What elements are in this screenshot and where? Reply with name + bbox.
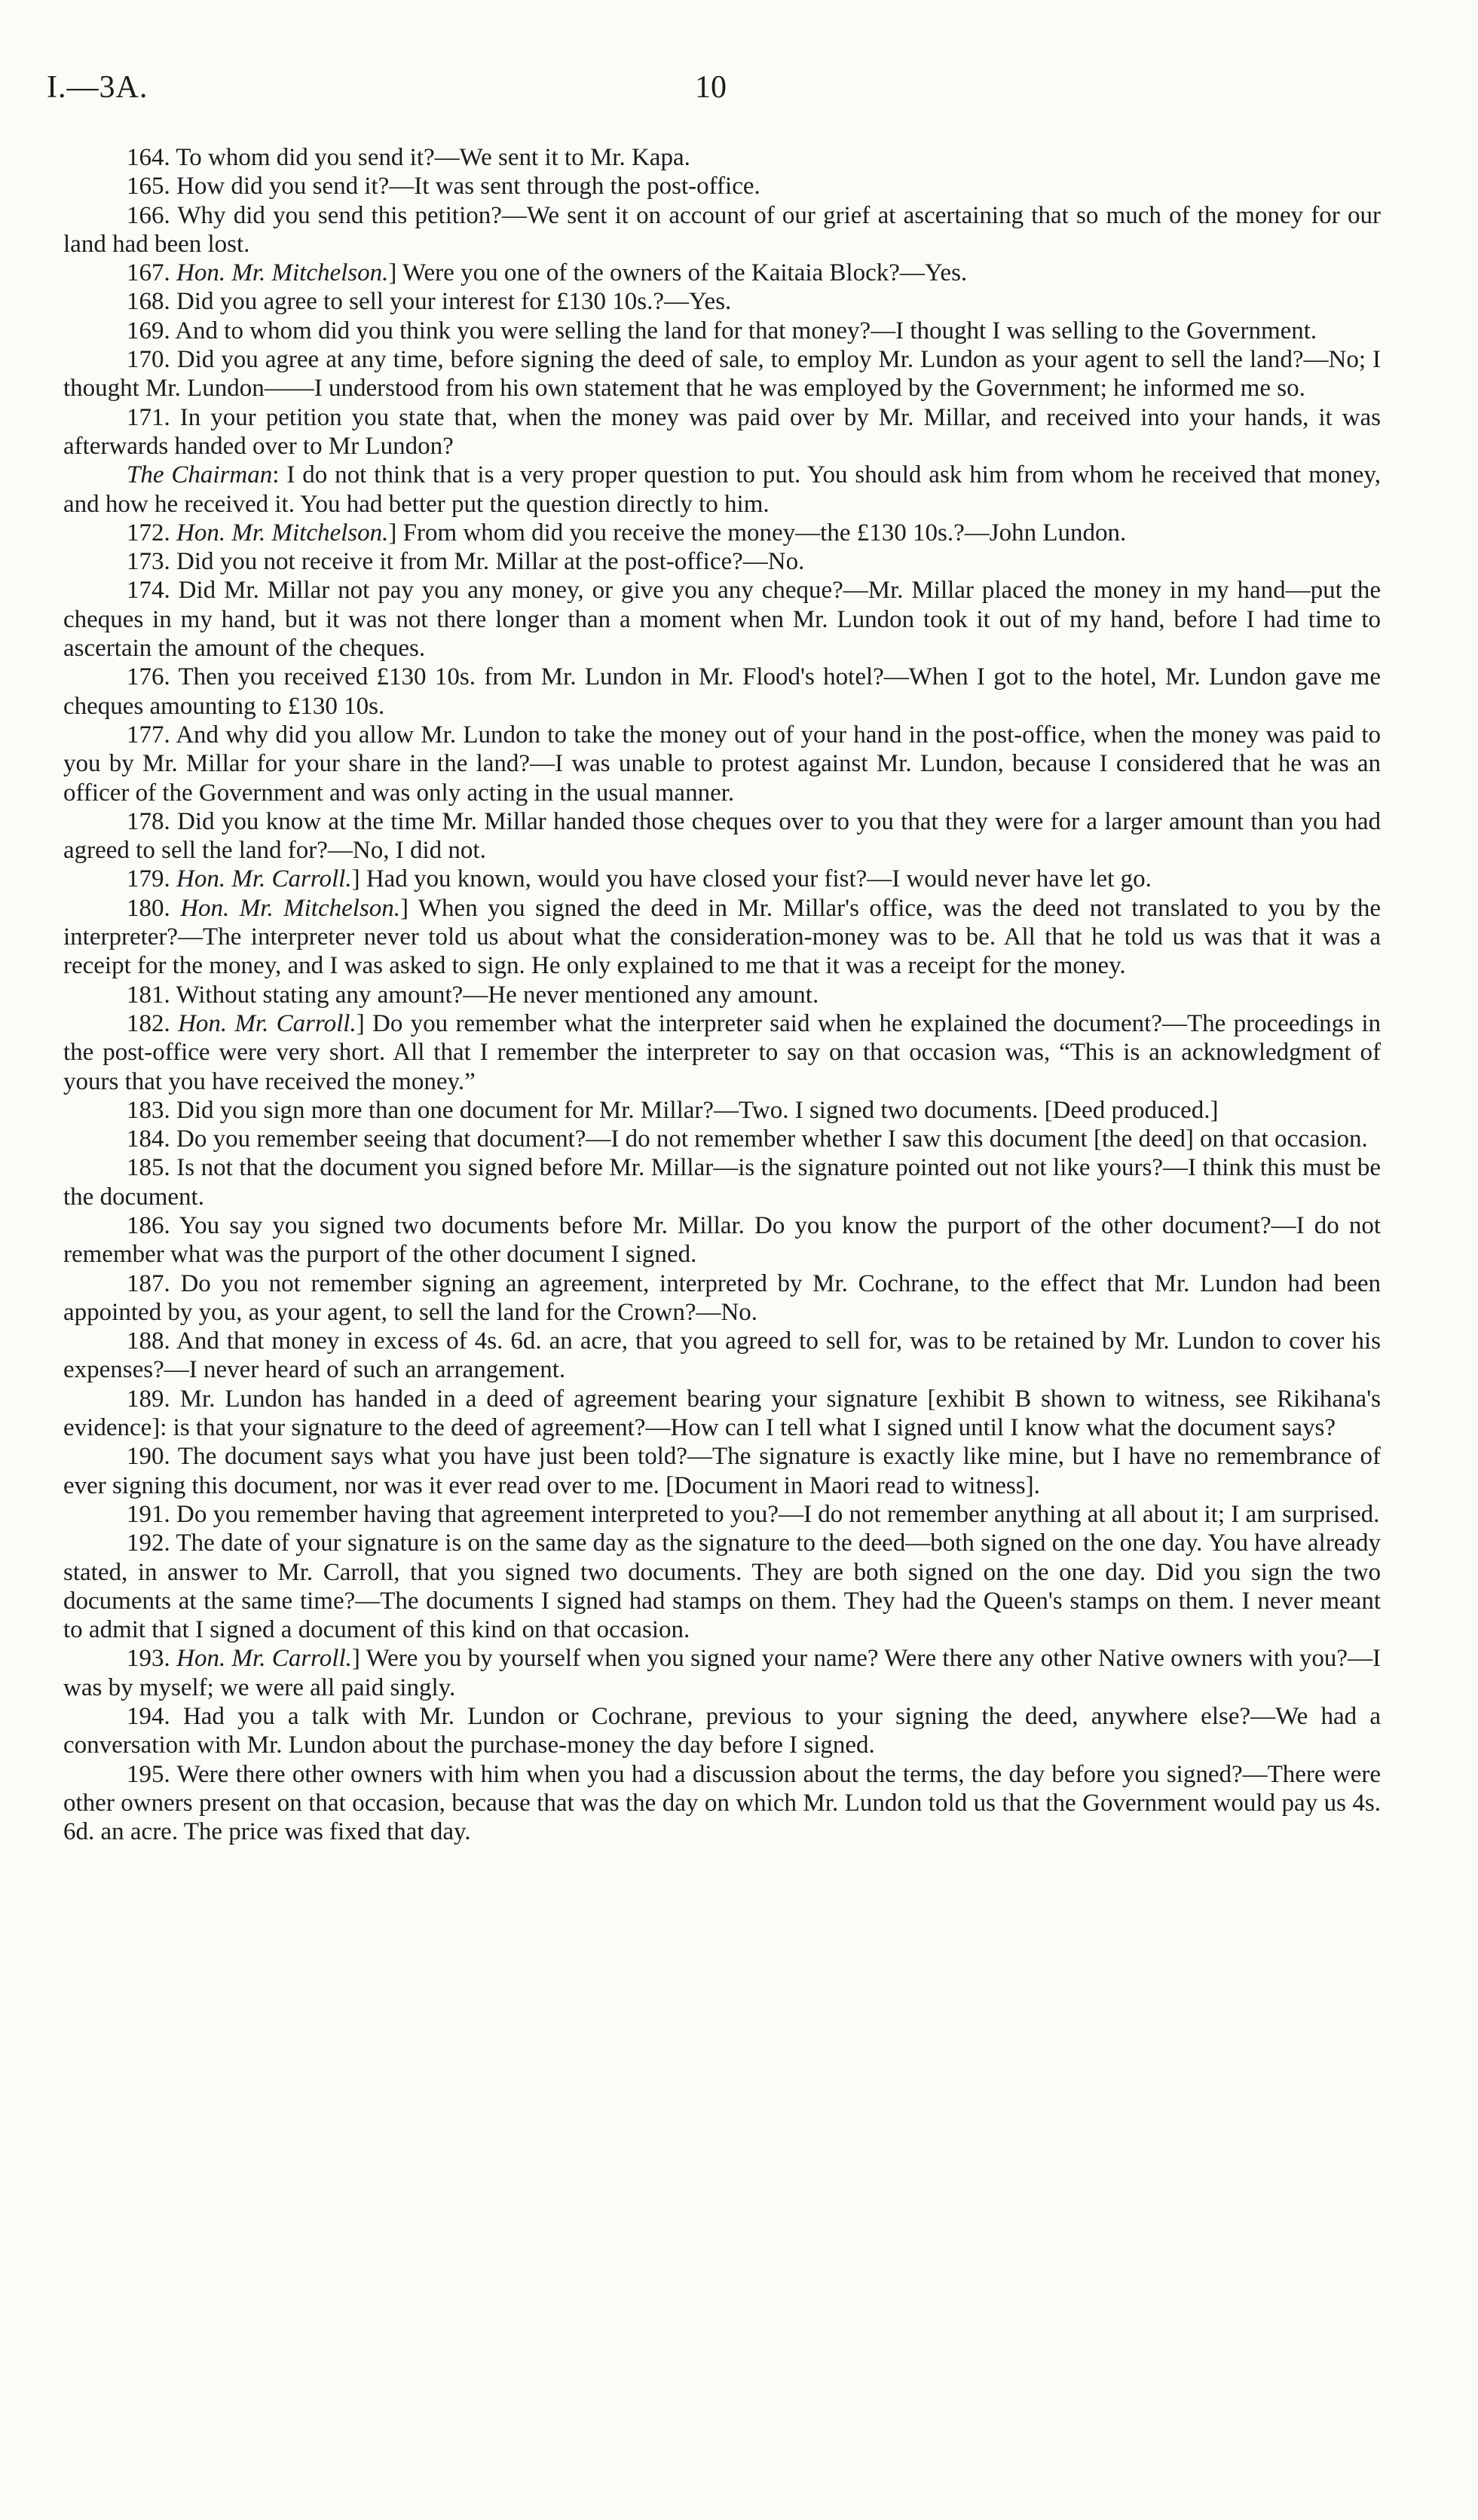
question-number: 183. bbox=[127, 1096, 170, 1124]
question-number: 169. bbox=[127, 317, 170, 344]
paragraph-text: Do you not remember signing an agreement, interpreted by Mr. Cochrane, to the effect that Mr. Lundon had been appointed by you, as your agent, to sell the land for the Crown?—No. bbox=[63, 1269, 1382, 1326]
page-header bbox=[47, 69, 1431, 115]
speaker-name: The Chairman bbox=[127, 461, 273, 489]
paragraph-text: ] From whom did you receive the money—the £130 10s.?—John Lundon. bbox=[388, 519, 1127, 547]
question-number: 195. bbox=[127, 1760, 170, 1788]
question-number: 181. bbox=[127, 981, 170, 1009]
paragraph-text: ] Do you remember what the interpreter said when he explained the document?—The proceedings in the post-office were very short. All that I remember the interpreter to say on that occasion was, “This is an acknowledgment of yours that you have received the money.” bbox=[63, 1009, 1381, 1095]
question-number: 174. bbox=[127, 577, 170, 605]
paragraph-text: Why did you send this petition?—We sent it on account of our grief at ascertaining that so much of the money for our land had been lost. bbox=[63, 201, 1382, 258]
question-number: 166. bbox=[127, 201, 170, 229]
question-number: 185. bbox=[127, 1154, 170, 1182]
paragraph-text: And to whom did you think you were selling the land for that money?—I thought I was selling to the Government. bbox=[175, 317, 1317, 344]
paragraph-text: To whom did you send it?—We sent it to Mr. Kapa. bbox=[176, 144, 690, 171]
testimony-paragraph bbox=[63, 1644, 1381, 1702]
question-number: 188. bbox=[127, 1327, 170, 1355]
testimony-paragraph bbox=[63, 1500, 1381, 1529]
testimony-paragraph bbox=[63, 287, 1381, 316]
paragraph-text: ] Were you one of the owners of the Kaitaia Block?—Yes. bbox=[388, 259, 968, 287]
testimony-paragraph bbox=[63, 345, 1381, 403]
testimony-paragraph bbox=[63, 981, 1381, 1009]
speaker-name: Hon. Mr. Mitchelson. bbox=[180, 894, 401, 922]
testimony-paragraph bbox=[63, 143, 1381, 172]
paragraph-text: : I do not think that is a very proper question to put. You should ask him from whom he received that money, and how he received it. You had better put the question directly to him. bbox=[63, 461, 1381, 518]
testimony-paragraph bbox=[63, 1269, 1381, 1327]
paragraph-text: Did Mr. Millar not pay you any money, or give you any cheque?—Mr. Millar placed the money in my hand—put the cheques in my hand, but it was not there longer than a moment when Mr. Lundon took it out of my hand, before I had time to ascertain the amount of the cheques. bbox=[63, 577, 1382, 663]
question-number: 193. bbox=[127, 1645, 170, 1673]
paper-reference-code: I.—3A. bbox=[47, 70, 148, 105]
testimony-paragraph bbox=[63, 172, 1381, 201]
paragraph-text: Had you a talk with Mr. Lundon or Cochrane, previous to your signing the deed, anywhere else?—We had a conversation with Mr. Lundon about the purchase-money the day before I signed. bbox=[63, 1703, 1381, 1759]
question-number: 164. bbox=[127, 144, 170, 171]
question-number: 170. bbox=[127, 346, 170, 374]
question-number: 180. bbox=[127, 894, 170, 922]
testimony-paragraph bbox=[63, 1211, 1381, 1269]
question-number: 182. bbox=[127, 1009, 170, 1037]
testimony-paragraph bbox=[63, 865, 1381, 893]
paragraph-text: And that money in excess of 4s. 6d. an acre, that you agreed to sell for, was to be retained by Mr. Lundon to cover his expenses?—I never heard of such an arrangement. bbox=[63, 1327, 1381, 1384]
speaker-name: Hon. Mr. Mitchelson. bbox=[176, 519, 389, 547]
paragraph-text: ] When you signed the deed in Mr. Millar's office, was the deed not translated to you by the interpreter?—The interpreter never told us about what the consideration-money was to be. All that he told us was that it was a receipt for the money, and I was asked to sign. He only explained to me that it was a receipt for the money. bbox=[63, 894, 1382, 980]
paragraph-text: The document says what you have just been told?—The signature is exactly like mine, but I have no remembrance of ever signing this document, nor was it ever read over to me. [Document in Maori read to witness]. bbox=[63, 1443, 1381, 1499]
question-number: 176. bbox=[127, 663, 170, 691]
question-number: 186. bbox=[127, 1211, 170, 1239]
paragraph-text: Did you not receive it from Mr. Millar at the post-office?—No. bbox=[176, 548, 805, 576]
question-number: 191. bbox=[127, 1500, 170, 1528]
paragraph-text: Did you agree to sell your interest for £130 10s.?—Yes. bbox=[176, 288, 732, 316]
paragraph-text: Were there other owners with him when you had a discussion about the terms, the day before you signed?—There were other owners present on that occasion, because that was the day on which Mr. Lundon told us that the Government would pay us 4s. 6d. an acre. The price was fixed that day. bbox=[63, 1760, 1382, 1846]
testimony-body bbox=[63, 143, 1381, 1847]
testimony-paragraph bbox=[63, 547, 1381, 576]
testimony-paragraph bbox=[63, 1327, 1381, 1385]
testimony-paragraph bbox=[63, 1702, 1381, 1760]
paragraph-text: Do you remember having that agreement interpreted to you?—I do not remember anything at all about it; I am surprised. bbox=[176, 1500, 1380, 1528]
question-number: 184. bbox=[127, 1125, 170, 1153]
paragraph-text: How did you send it?—It was sent through the post-office. bbox=[176, 173, 760, 201]
testimony-paragraph bbox=[63, 461, 1381, 519]
question-number: 192. bbox=[127, 1529, 170, 1557]
testimony-paragraph bbox=[63, 1385, 1381, 1443]
question-number: 172. bbox=[127, 519, 170, 547]
question-number: 165. bbox=[127, 173, 170, 201]
paragraph-text: Is not that the document you signed before Mr. Millar—is the signature pointed out not like yours?—I think this must be the document. bbox=[63, 1154, 1382, 1211]
testimony-paragraph bbox=[63, 403, 1381, 461]
page-number: 10 bbox=[695, 70, 727, 105]
question-number: 171. bbox=[127, 403, 170, 431]
testimony-paragraph bbox=[63, 1529, 1381, 1644]
question-number: 190. bbox=[127, 1443, 170, 1471]
testimony-paragraph bbox=[63, 1009, 1381, 1096]
question-number: 189. bbox=[127, 1385, 170, 1413]
question-number: 173. bbox=[127, 548, 170, 576]
testimony-paragraph bbox=[63, 1442, 1381, 1500]
testimony-paragraph bbox=[63, 1125, 1381, 1153]
paragraph-text: Mr. Lundon has handed in a deed of agreement bearing your signature [exhibit B shown to witness, see Rikihana's evidence]: is that your signature to the deed of agreement?—How can I tell what I signed until I know what the document says? bbox=[63, 1385, 1381, 1442]
paragraph-text: Did you sign more than one document for Mr. Millar?—Two. I signed two documents. [Deed produced.] bbox=[176, 1096, 1219, 1124]
paragraph-text: ] Were you by yourself when you signed your name? Were there any other Native owners with you?—I was by myself; we were all paid singly. bbox=[63, 1645, 1381, 1701]
question-number: 177. bbox=[127, 721, 170, 749]
paragraph-text: Then you received £130 10s. from Mr. Lundon in Mr. Flood's hotel?—When I got to the hotel, Mr. Lundon gave me cheques amounting to £130 10s. bbox=[63, 663, 1382, 720]
testimony-paragraph bbox=[63, 721, 1381, 807]
paragraph-text: In your petition you state that, when the money was paid over by Mr. Millar, and received into your hands, it was afterwards handed over to Mr Lundon? bbox=[63, 403, 1382, 460]
speaker-name: Hon. Mr. Mitchelson. bbox=[176, 259, 389, 287]
speaker-name: Hon. Mr. Carroll. bbox=[176, 1645, 352, 1673]
paragraph-text: The date of your signature is on the same day as the signature to the deed—both signed on the one day. You have already stated, in answer to Mr. Carroll, that you signed two documents. They are both signed on the one day. Did you sign the two documents at the same time?—The documents I signed had stamps on them. They had the Queen's stamps on them. I never meant to admit that I signed a document of this kind on that occasion. bbox=[63, 1529, 1382, 1644]
paragraph-text: Do you remember seeing that document?—I do not remember whether I saw this document [the deed] on that occasion. bbox=[176, 1125, 1368, 1153]
paragraph-text: Did you agree at any time, before signing the deed of sale, to employ Mr. Lundon as your agent to sell the land?—No; I thought Mr. Lundon——I understood from his own statement that he was employed by the Government; he informed me so. bbox=[63, 346, 1381, 403]
paragraph-text: You say you signed two documents before Mr. Millar. Do you know the purport of the other document?—I do not remember what was the purport of the other document I signed. bbox=[63, 1211, 1382, 1269]
testimony-paragraph bbox=[63, 201, 1381, 259]
paragraph-text: Without stating any amount?—He never mentioned any amount. bbox=[176, 981, 819, 1009]
speaker-name: Hon. Mr. Carroll. bbox=[176, 865, 352, 893]
question-number: 187. bbox=[127, 1269, 170, 1297]
testimony-paragraph bbox=[63, 894, 1381, 981]
testimony-paragraph bbox=[63, 519, 1381, 547]
paragraph-text: ] Had you known, would you have closed your fist?—I would never have let go. bbox=[351, 865, 1152, 893]
question-number: 194. bbox=[127, 1703, 170, 1731]
testimony-paragraph bbox=[63, 1760, 1381, 1847]
testimony-paragraph bbox=[63, 259, 1381, 287]
question-number: 178. bbox=[127, 807, 170, 835]
testimony-paragraph bbox=[63, 1096, 1381, 1125]
paragraph-text: Did you know at the time Mr. Millar handed those cheques over to you that they were for a larger amount than you had agreed to sell the land for?—No, I did not. bbox=[63, 807, 1382, 865]
testimony-paragraph bbox=[63, 1153, 1381, 1211]
testimony-paragraph bbox=[63, 663, 1381, 721]
question-number: 179. bbox=[127, 865, 170, 893]
question-number: 168. bbox=[127, 288, 170, 316]
testimony-paragraph bbox=[63, 317, 1381, 345]
testimony-paragraph bbox=[63, 576, 1381, 663]
paragraph-text: And why did you allow Mr. Lundon to take the money out of your hand in the post-office, when the money was paid to you by Mr. Millar for your share in the land?—I was unable to protest against Mr. Lundon, because I considered that he was an officer of the Government and was only acting in the usual manner. bbox=[63, 721, 1381, 807]
testimony-paragraph bbox=[63, 807, 1381, 865]
question-number: 167. bbox=[127, 259, 170, 287]
speaker-name: Hon. Mr. Carroll. bbox=[178, 1009, 356, 1037]
